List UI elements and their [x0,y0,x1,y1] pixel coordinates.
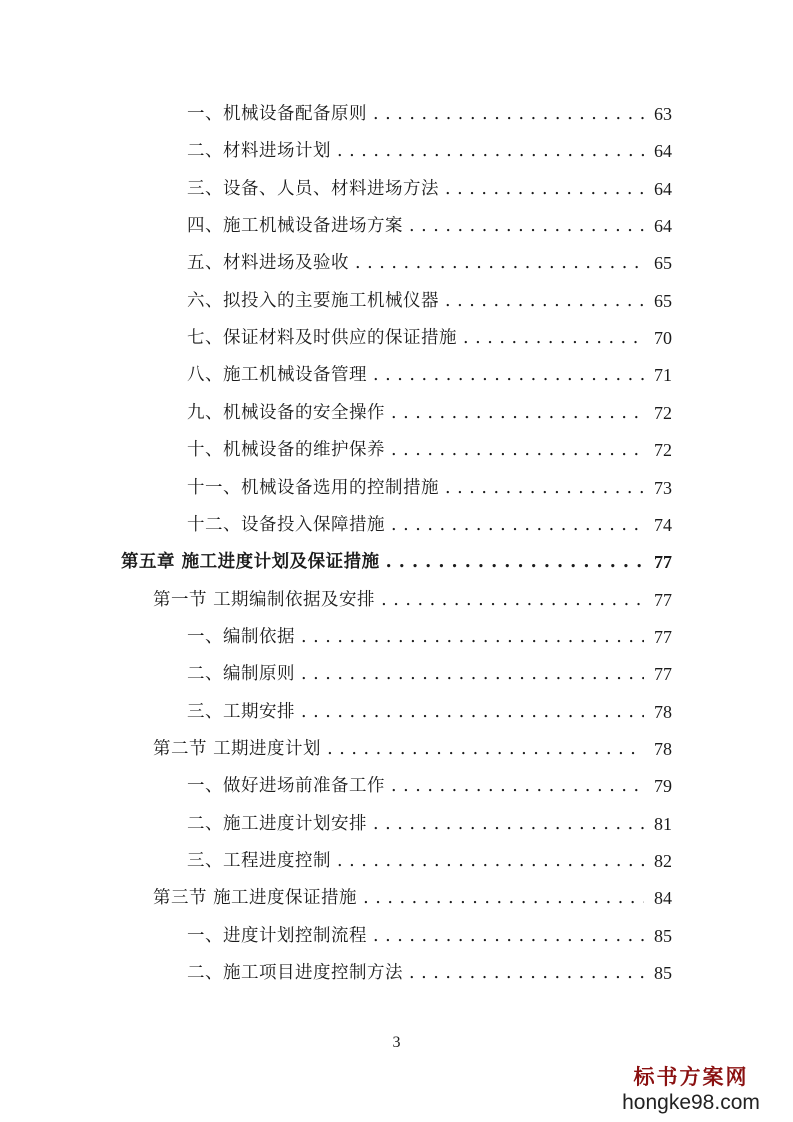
toc-entry[interactable] [187,810,672,838]
toc-dot-leader [301,623,644,651]
toc-dot-leader [391,399,644,427]
toc-dot-leader [409,959,644,987]
toc-entry-title: 二、施工进度计划安排 [187,813,367,834]
toc-entry-title: 第二节 工期进度计划 [153,738,322,759]
toc-entry-page: 82 [654,851,672,871]
toc-entry-page: 64 [654,141,672,162]
toc-dot-leader [391,772,644,800]
watermark-name: 标书方案网 [633,1065,749,1089]
toc-entry-page: 63 [654,104,672,124]
toc-dot-leader [445,287,644,315]
toc-entry[interactable] [187,511,672,539]
toc-entry[interactable] [121,548,672,576]
toc-entry[interactable] [153,735,672,763]
toc-entry-title: 五、材料进场及验收 [187,253,349,274]
toc-entry-title: 六、拟投入的主要施工机械仪器 [187,290,439,311]
toc-dot-leader [337,847,644,875]
toc-entry-page: 73 [654,477,672,498]
toc-dot-leader [373,361,644,389]
toc-entry-title: 四、施工机械设备进场方案 [187,216,403,237]
site-watermark [601,1064,781,1116]
toc-entry[interactable] [187,959,672,987]
toc-entry-page: 77 [654,589,672,610]
toc-entry-title: 七、保证材料及时供应的保证措施 [187,328,457,349]
toc-entry-page: 79 [654,776,672,797]
toc-entry[interactable] [187,847,672,875]
toc-dot-leader [381,586,644,614]
toc-entry[interactable] [187,175,672,203]
toc-entry-title: 一、编制依据 [187,626,295,647]
toc-entry-title: 第五章 施工进度计划及保证措施 [121,552,380,573]
toc-dot-leader [445,474,644,502]
toc-entry-page: 74 [654,514,672,535]
toc-entry[interactable] [187,660,672,688]
toc-dot-leader [301,660,644,688]
toc-entry-title: 二、材料进场计划 [187,141,331,162]
toc-dot-leader [386,548,644,576]
page-number: 3 [392,1034,401,1051]
toc-entry[interactable] [153,586,672,614]
toc-entry-title: 三、工程进度控制 [187,851,331,871]
toc-dot-leader [373,100,644,128]
toc-entry-title: 十一、机械设备选用的控制措施 [187,477,439,498]
toc-entry-page: 71 [654,365,672,386]
toc-dot-leader [391,511,644,539]
toc-entry[interactable] [187,922,672,950]
toc-entry-title: 一、做好进场前准备工作 [187,776,385,797]
toc-entry-title: 一、机械设备配备原则 [187,104,367,124]
toc-entry-page: 65 [654,253,672,274]
toc-entry-title: 九、机械设备的安全操作 [187,402,385,423]
toc-dot-leader [445,175,644,203]
toc-entry[interactable] [187,324,672,352]
toc-entry[interactable] [187,212,672,240]
toc-entry[interactable] [187,399,672,427]
toc-entry-page: 72 [654,402,672,423]
toc-entry-title: 八、施工机械设备管理 [187,365,367,386]
toc-entry-page: 85 [654,963,672,984]
toc-entry[interactable] [187,436,672,464]
toc-entry[interactable] [187,100,672,128]
toc-entry[interactable] [187,698,672,726]
toc-dot-leader [463,324,644,352]
toc-entry-page: 85 [654,925,672,946]
toc-entry-title: 二、编制原则 [187,664,295,685]
toc-entry[interactable] [187,249,672,277]
toc-dot-leader [373,922,644,950]
toc-entry-page: 64 [654,178,672,199]
watermark-url: hongke98.com [622,1091,760,1114]
toc-entry-page: 78 [654,701,672,722]
toc-dot-leader [327,735,644,763]
toc-entry-page: 84 [654,888,672,909]
toc-entry-title: 二、施工项目进度控制方法 [187,963,403,984]
toc-entry[interactable] [187,623,672,651]
toc-dot-leader [301,698,644,726]
toc-entry-page: 77 [654,552,672,573]
toc-entry-page: 81 [654,813,672,834]
toc-entry-page: 65 [654,290,672,311]
toc-dot-leader [363,884,644,912]
toc-entry-title: 三、设备、人员、材料进场方法 [187,178,439,199]
toc-dot-leader [409,212,644,240]
toc-entry[interactable] [153,884,672,912]
toc-entry[interactable] [187,361,672,389]
toc-entry-title: 第一节 工期编制依据及安排 [153,589,376,610]
toc-dot-leader [373,810,644,838]
toc-dot-leader [355,249,644,277]
toc-entry-page: 78 [654,738,672,759]
toc-entry-page: 77 [654,626,672,647]
toc-entry-page: 72 [654,440,672,461]
toc-dot-leader [337,137,644,165]
toc-entry[interactable] [187,772,672,800]
toc-dot-leader [391,436,644,464]
toc-entry[interactable] [187,287,672,315]
toc-entry-page: 64 [654,216,672,237]
toc-entry-title: 十、机械设备的维护保养 [187,440,385,461]
toc-entry-title: 十二、设备投入保障措施 [187,514,385,535]
toc-entry-title: 第三节 施工进度保证措施 [153,888,358,909]
toc-entry[interactable] [187,474,672,502]
toc-entry-title: 一、进度计划控制流程 [187,925,367,946]
toc-entry-page: 70 [654,328,672,349]
toc-entry[interactable] [187,137,672,165]
toc-entry-page: 77 [654,664,672,685]
toc-entry-title: 三、工期安排 [187,701,295,722]
